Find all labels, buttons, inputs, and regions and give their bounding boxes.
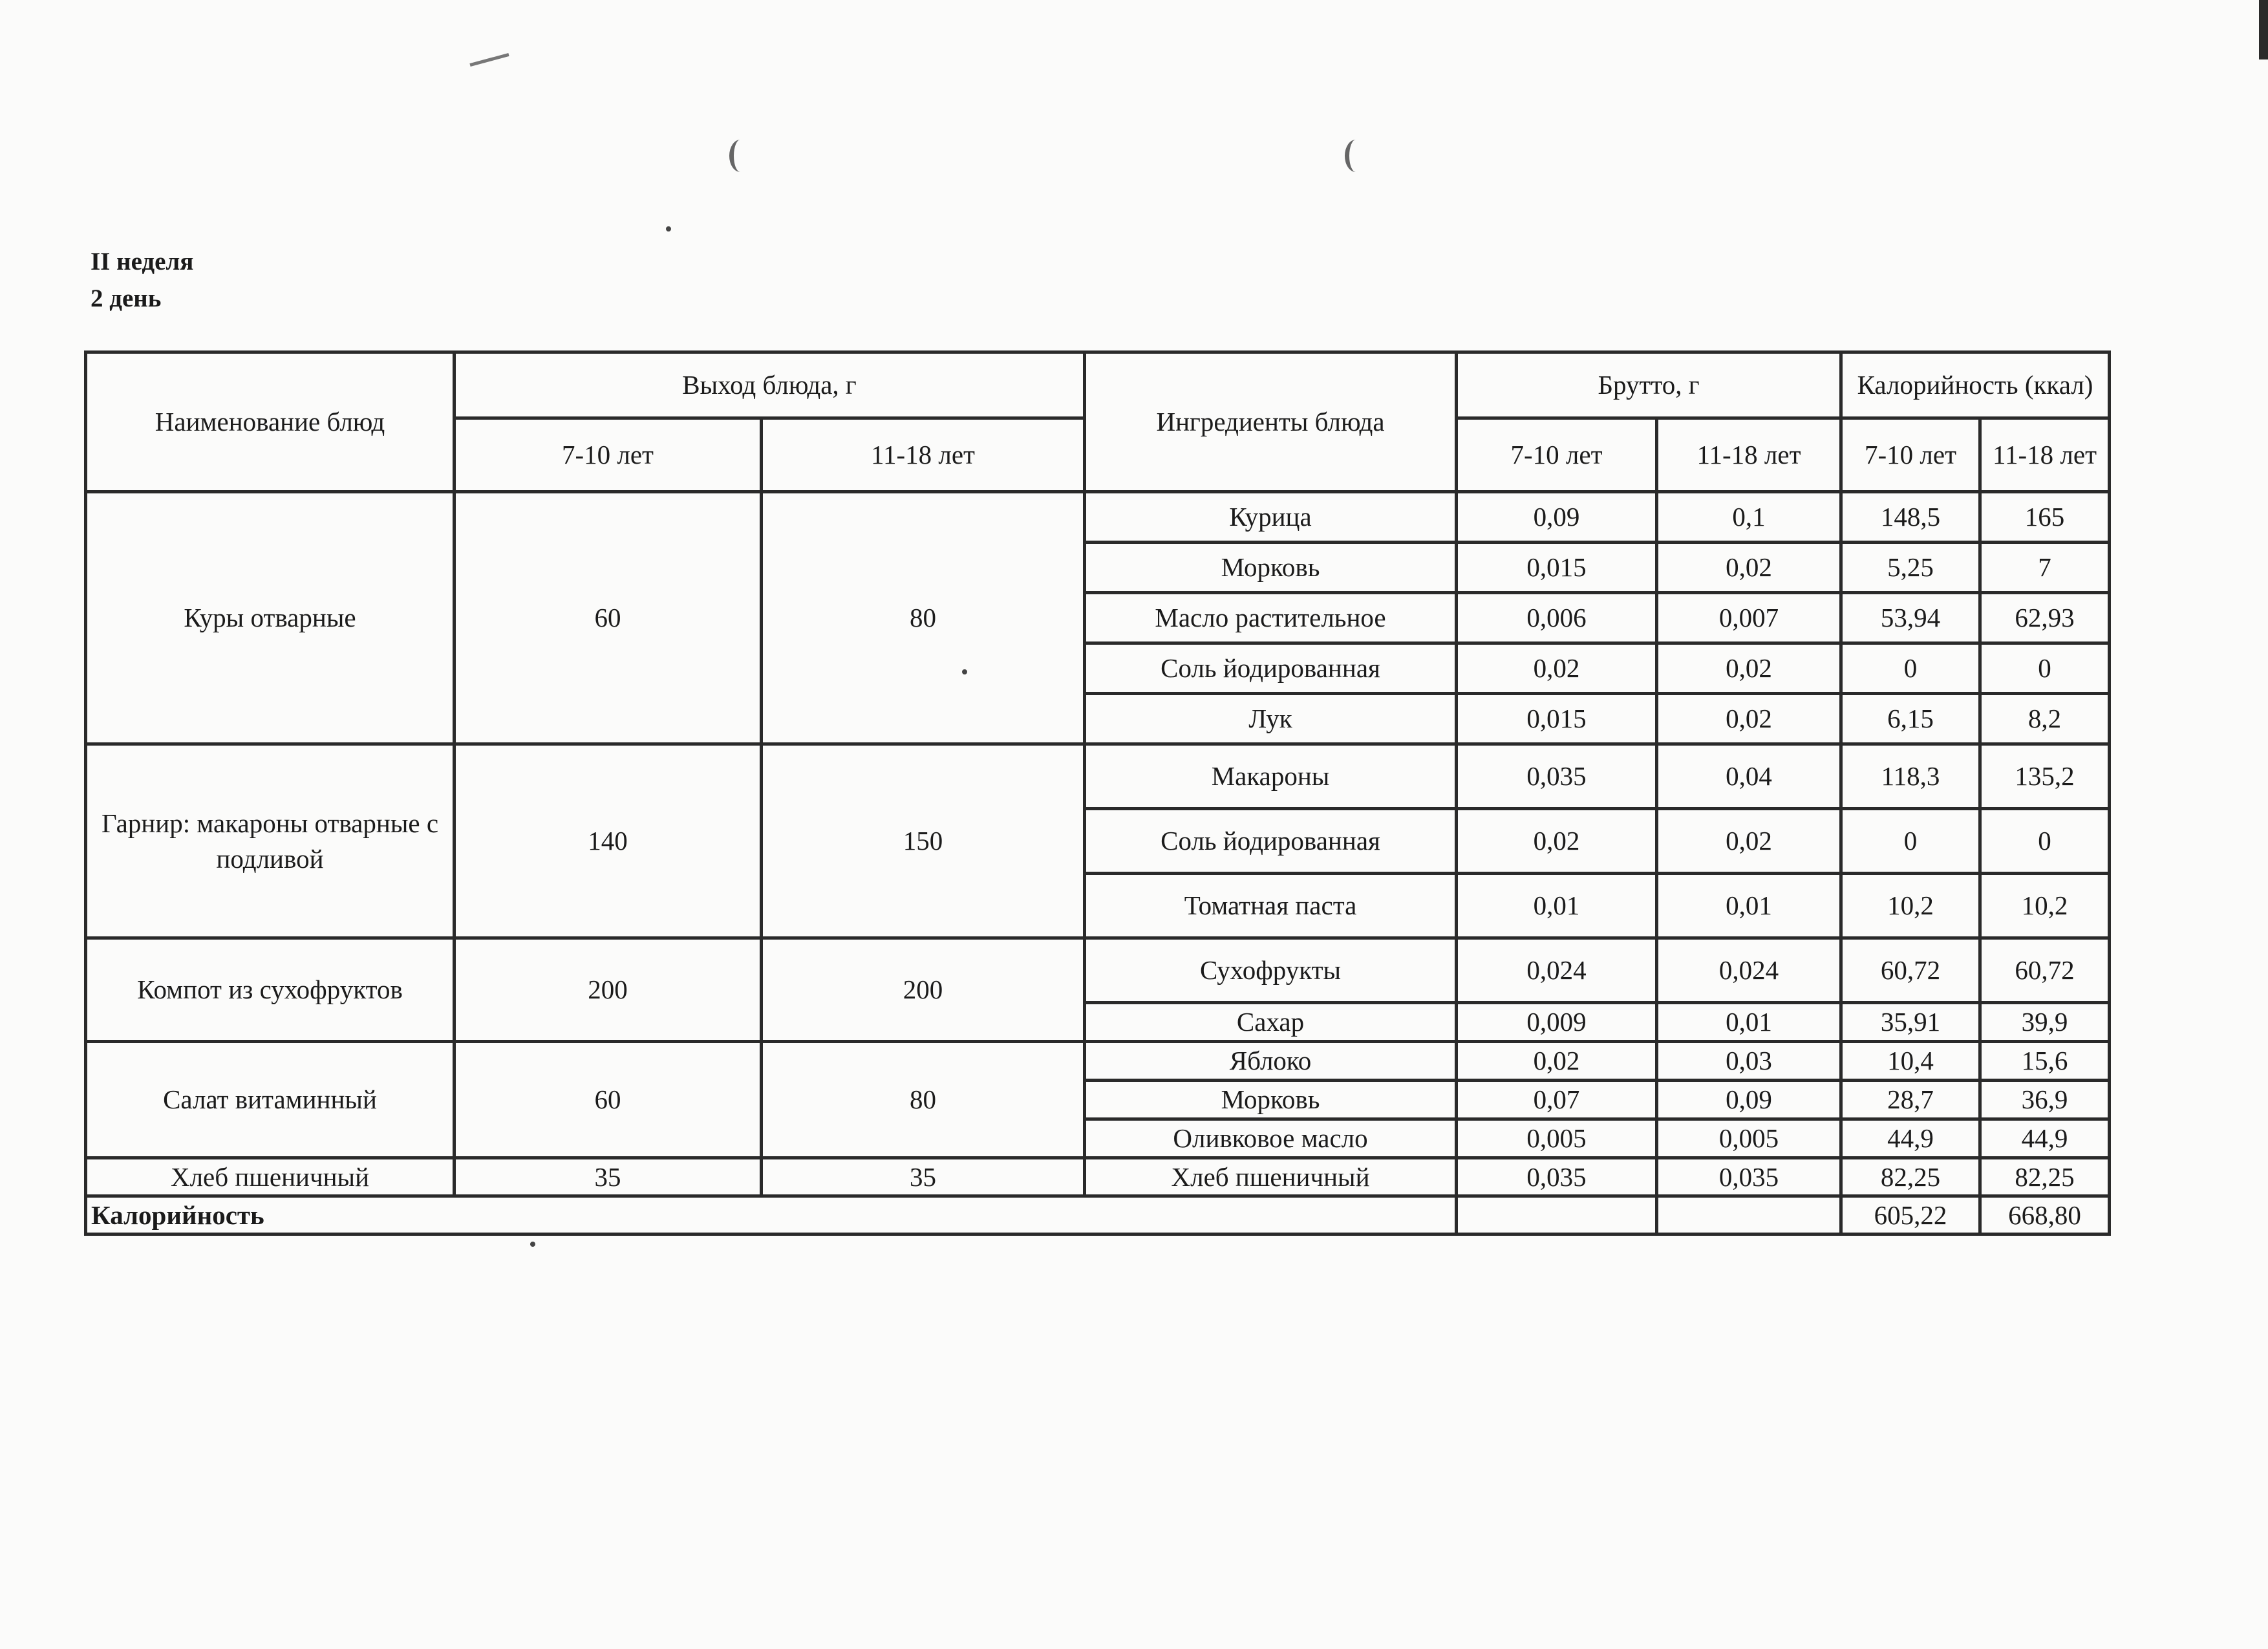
- gross-7-10-cell: 0,02: [1457, 643, 1657, 694]
- yield-11-18-cell: 35: [762, 1158, 1085, 1196]
- gross-11-18-cell: 0,01: [1657, 1003, 1841, 1042]
- pen-stroke-mark: [469, 53, 509, 67]
- gross-7-10-cell: 0,005: [1457, 1119, 1657, 1158]
- kcal-11-18-cell: 10,2: [1980, 874, 2110, 938]
- ingredient-row: [86, 1158, 2110, 1196]
- subheader-yield-11-18: 11-18 лет: [762, 418, 1085, 492]
- ingredient-name-cell: Соль йодированная: [1085, 643, 1457, 694]
- subheader-gross-7-10: 7-10 лет: [1457, 418, 1657, 492]
- gross-11-18-cell: 0,02: [1657, 543, 1841, 593]
- speck-mark: [530, 1242, 535, 1247]
- ingredient-name-cell: Морковь: [1085, 543, 1457, 593]
- gross-7-10-cell: 0,01: [1457, 874, 1657, 938]
- kcal-11-18-cell: 135,2: [1980, 744, 2110, 809]
- header-gross: Брутто, г: [1457, 352, 1841, 418]
- gross-11-18-cell: 0,035: [1657, 1158, 1841, 1196]
- total-row: [86, 1196, 2110, 1234]
- kcal-11-18-cell: 165: [1980, 492, 2110, 543]
- kcal-11-18-cell: 44,9: [1980, 1119, 2110, 1158]
- yield-7-10-cell: 140: [455, 744, 762, 938]
- dish-name-cell: Гарнир: макароны отварные с подливой: [86, 744, 455, 938]
- header-yield: Выход блюда, г: [455, 352, 1085, 418]
- subheader-gross-11-18: 11-18 лет: [1657, 418, 1841, 492]
- ingredient-row: [86, 1042, 2110, 1081]
- subheader-kcal-7-10: 7-10 лет: [1841, 418, 1980, 492]
- ingredient-name-cell: Яблоко: [1085, 1042, 1457, 1081]
- ingredient-name-cell: Хлеб пшеничный: [1085, 1158, 1457, 1196]
- day-heading: 2 день: [91, 285, 162, 312]
- yield-7-10-cell: 60: [455, 1042, 762, 1158]
- kcal-11-18-cell: 0: [1980, 809, 2110, 874]
- kcal-7-10-cell: 82,25: [1841, 1158, 1980, 1196]
- gross-7-10-cell: 0,009: [1457, 1003, 1657, 1042]
- kcal-11-18-cell: 82,25: [1980, 1158, 2110, 1196]
- gross-7-10-cell: 0,015: [1457, 694, 1657, 744]
- ingredient-name-cell: Макароны: [1085, 744, 1457, 809]
- kcal-7-10-cell: 28,7: [1841, 1081, 1980, 1119]
- yield-11-18-cell: 150: [762, 744, 1085, 938]
- kcal-7-10-cell: 10,2: [1841, 874, 1980, 938]
- header-row: [86, 352, 2110, 418]
- ingredient-name-cell: Курица: [1085, 492, 1457, 543]
- total-gross-11-18-empty: [1657, 1196, 1841, 1234]
- kcal-11-18-cell: 0: [1980, 643, 2110, 694]
- kcal-11-18-cell: 60,72: [1980, 938, 2110, 1003]
- gross-11-18-cell: 0,09: [1657, 1081, 1841, 1119]
- ingredient-name-cell: Морковь: [1085, 1081, 1457, 1119]
- total-kcal-11-18: 668,80: [1980, 1196, 2110, 1234]
- kcal-11-18-cell: 7: [1980, 543, 2110, 593]
- yield-7-10-cell: 35: [455, 1158, 762, 1196]
- total-label: Калорийность: [86, 1196, 1457, 1234]
- kcal-7-10-cell: 35,91: [1841, 1003, 1980, 1042]
- punch-hole-mark: [729, 140, 751, 172]
- gross-7-10-cell: 0,015: [1457, 543, 1657, 593]
- ingredient-name-cell: Оливковое масло: [1085, 1119, 1457, 1158]
- gross-11-18-cell: 0,01: [1657, 874, 1841, 938]
- subheader-yield-7-10: 7-10 лет: [455, 418, 762, 492]
- week-heading: II неделя: [91, 248, 194, 275]
- kcal-11-18-cell: 15,6: [1980, 1042, 2110, 1081]
- dish-name-cell: Компот из сухофруктов: [86, 938, 455, 1042]
- menu-table: [84, 350, 2111, 1236]
- kcal-7-10-cell: 148,5: [1841, 492, 1980, 543]
- scan-edge-mark: [2259, 0, 2268, 59]
- gross-11-18-cell: 0,024: [1657, 938, 1841, 1003]
- kcal-7-10-cell: 0: [1841, 809, 1980, 874]
- yield-7-10-cell: 200: [455, 938, 762, 1042]
- gross-7-10-cell: 0,07: [1457, 1081, 1657, 1119]
- yield-7-10-cell: 60: [455, 492, 762, 744]
- gross-11-18-cell: 0,1: [1657, 492, 1841, 543]
- gross-7-10-cell: 0,035: [1457, 744, 1657, 809]
- header-calories: Калорийность (ккал): [1841, 352, 2110, 418]
- ingredient-row: [86, 744, 2110, 809]
- gross-7-10-cell: 0,035: [1457, 1158, 1657, 1196]
- ingredient-name-cell: Томатная паста: [1085, 874, 1457, 938]
- gross-11-18-cell: 0,02: [1657, 643, 1841, 694]
- gross-7-10-cell: 0,024: [1457, 938, 1657, 1003]
- gross-11-18-cell: 0,04: [1657, 744, 1841, 809]
- kcal-7-10-cell: 44,9: [1841, 1119, 1980, 1158]
- ingredient-row: [86, 938, 2110, 1003]
- dish-name-cell: Куры отварные: [86, 492, 455, 744]
- kcal-7-10-cell: 53,94: [1841, 593, 1980, 643]
- gross-11-18-cell: 0,005: [1657, 1119, 1841, 1158]
- kcal-11-18-cell: 8,2: [1980, 694, 2110, 744]
- kcal-7-10-cell: 5,25: [1841, 543, 1980, 593]
- gross-7-10-cell: 0,02: [1457, 809, 1657, 874]
- kcal-7-10-cell: 118,3: [1841, 744, 1980, 809]
- punch-hole-mark: [1345, 140, 1367, 172]
- gross-7-10-cell: 0,09: [1457, 492, 1657, 543]
- gross-11-18-cell: 0,02: [1657, 809, 1841, 874]
- dish-name-cell: Хлеб пшеничный: [86, 1158, 455, 1196]
- ingredient-name-cell: Сахар: [1085, 1003, 1457, 1042]
- gross-11-18-cell: 0,02: [1657, 694, 1841, 744]
- ingredient-name-cell: Лук: [1085, 694, 1457, 744]
- gross-7-10-cell: 0,006: [1457, 593, 1657, 643]
- kcal-11-18-cell: 62,93: [1980, 593, 2110, 643]
- ingredient-name-cell: Масло растительное: [1085, 593, 1457, 643]
- gross-11-18-cell: 0,007: [1657, 593, 1841, 643]
- yield-11-18-cell: 80: [762, 492, 1085, 744]
- kcal-7-10-cell: 10,4: [1841, 1042, 1980, 1081]
- kcal-11-18-cell: 39,9: [1980, 1003, 2110, 1042]
- gross-11-18-cell: 0,03: [1657, 1042, 1841, 1081]
- total-kcal-7-10: 605,22: [1841, 1196, 1980, 1234]
- yield-11-18-cell: 200: [762, 938, 1085, 1042]
- kcal-7-10-cell: 0: [1841, 643, 1980, 694]
- menu-table-body: [86, 352, 2110, 1234]
- dish-name-cell: Салат витаминный: [86, 1042, 455, 1158]
- header-dish-name: Наименование блюд: [86, 352, 455, 492]
- subheader-kcal-11-18: 11-18 лет: [1980, 418, 2110, 492]
- speck-mark: [666, 226, 671, 232]
- yield-11-18-cell: 80: [762, 1042, 1085, 1158]
- ingredient-name-cell: Соль йодированная: [1085, 809, 1457, 874]
- ingredient-row: [86, 492, 2110, 543]
- gross-7-10-cell: 0,02: [1457, 1042, 1657, 1081]
- kcal-11-18-cell: 36,9: [1980, 1081, 2110, 1119]
- kcal-7-10-cell: 6,15: [1841, 694, 1980, 744]
- kcal-7-10-cell: 60,72: [1841, 938, 1980, 1003]
- ingredient-name-cell: Сухофрукты: [1085, 938, 1457, 1003]
- header-ingredients: Ингредиенты блюда: [1085, 352, 1457, 492]
- total-gross-7-10-empty: [1457, 1196, 1657, 1234]
